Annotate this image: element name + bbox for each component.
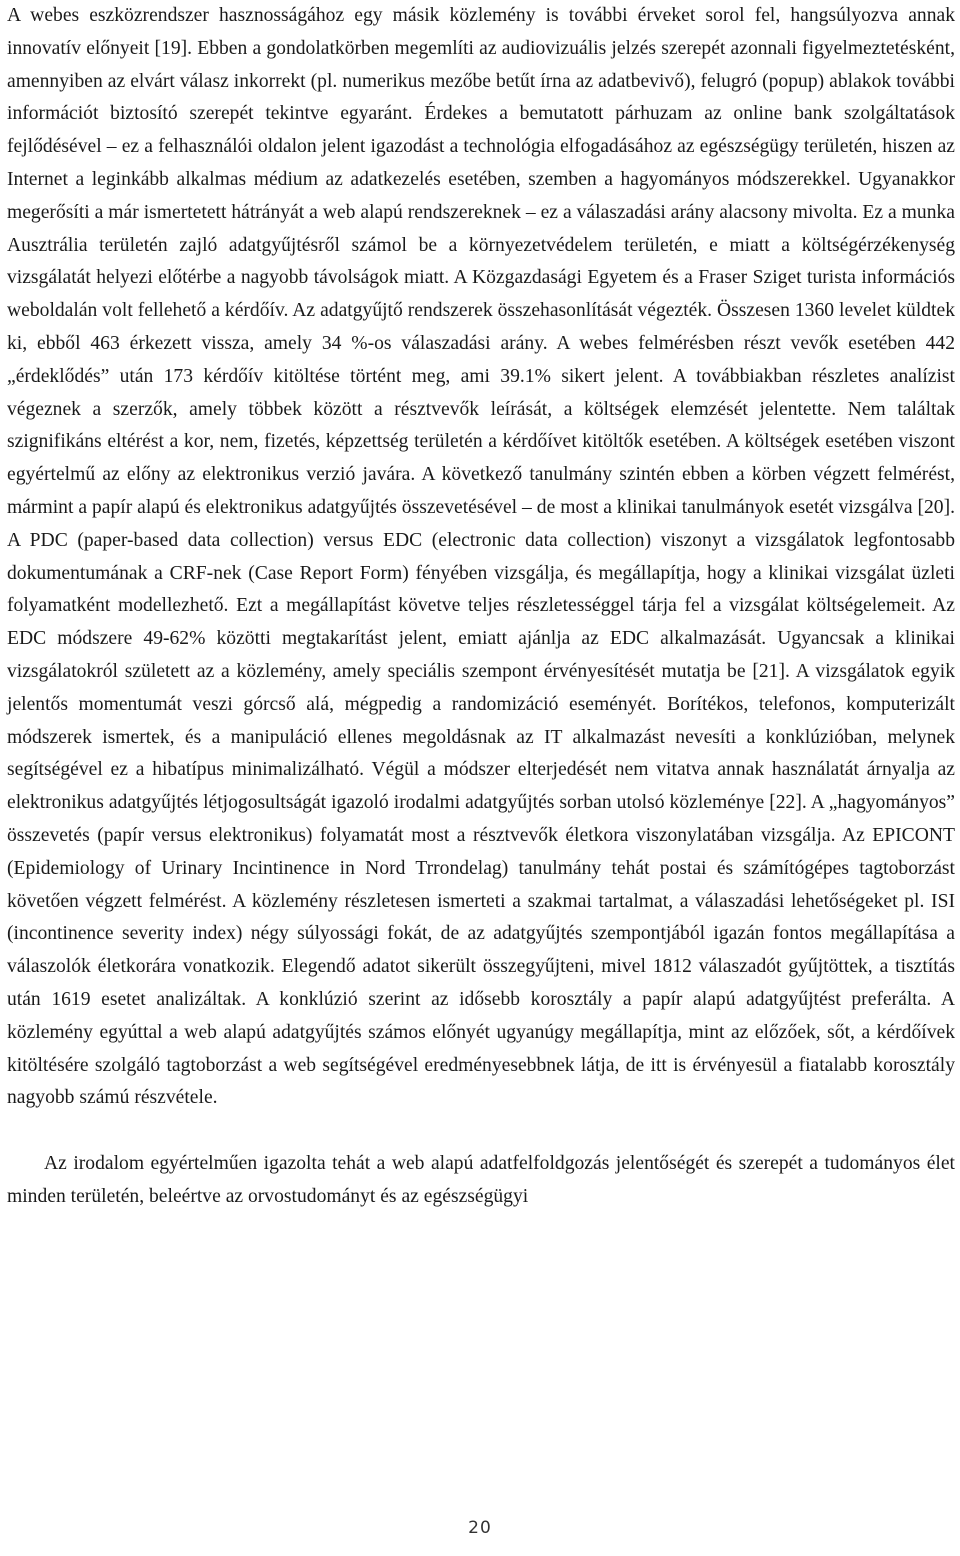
document-page xyxy=(7,0,955,1214)
page-number: 20 xyxy=(468,1518,492,1538)
body-paragraph: Az irodalom egyértelműen igazolta tehát a web alapú adatfelfoldgozás jelentőségét és szerepét a tudományos élet minden területén, beleértve az orvostudományt és az egészségügyi xyxy=(7,1153,955,1207)
body-paragraph: A webes eszközrendszer hasznosságához egy másik közlemény is további érveket sorol fel, hangsúlyozva annak innovatív előnyeit [19]. Ebben a gondolatkörben megemlíti az audiovizuális jelzés szerepét azonnali figyelmeztetésként, amennyiben az elvárt válasz inkorrekt (pl. numerikus mezőbe betűt írna az adatbevivő), felugró (popup) ablakok további információt biztosító szerepét tekintve egyaránt. Érdekes a bemutatott párhuzam az online bank szolgáltatások fejlődésével – ez a felhasználói oldalon jelent igazodást a technológia elfogadásához az egészségügy területén, hiszen az Internet a leginkább alkalmas médium az adatkezelés esetében, szemben a hagyományos módszerekkel. Ugyanakkor megerősíti a már ismertetett hátrányát a web alapú rendszereknek – ez a válaszadási arány alacsony mivolta. Ez a munka Ausztrália területén zajló adatgyűjtésről számol be a környezetvédelem területén, e miatt a költségérzékenység vizsgálatát helyezi előtérbe a nagyobb távolságok miatt. A Közgazdasági Egyetem és a Fraser Sziget turista információs weboldalán volt fellehető a kérdőív. Az adatgyűjtő rendszerek összehasonlítását végezték. Összesen 1360 levelet küldtek ki, ebből 463 érkezett vissza, amely 34 %-os válaszadási arány. A webes felmérésben részt vevők esetében 442 „érdeklődés” után 173 kérdőív kitöltése történt meg, ami 39.1% sikert jelent. A továbbiakban részletes analízist végeznek a szerzők, amely többek között a résztvevők leírását, a költségek elemzését jelentette. Nem találtak szignifikáns eltérést a kor, nem, fizetés, képzettség területén a kérdőívet kitöltők esetében. A költségek esetében viszont egyértelmű az előny az elektronikus verzió javára. A következő tanulmány szintén ebben a körben végzett felmérést, mármint a papír alapú és elektronikus adatgyűjtés összevetésével – de most a klinikai tanulmányok esetét vizsgálva [20]. A PDC (paper-based data collection) versus EDC (electronic data collection) viszonyt a vizsgálatok legfontosabb dokumentumának a CRF-nek (Case Report Form) fényében vizsgálja, és megállapítja, hogy a klinikai vizsgálat üzleti folyamatként modellezhető. Ezt a megállapítást követve teljes részletességgel tárja fel a vizsgálat költségelemeit. Az EDC módszere 49-62% közötti megtakarítást jelent, emiatt ajánlja az EDC alkalmazását. Ugyancsak a klinikai vizsgálatokról született az a közlemény, amely speciális szempont érvényesítését mutatja be [21]. A vizsgálatok egyik jelentős momentumát veszi górcső alá, mégpedig a randomizáció eseményét. Borítékos, telefonos, komputerizált módszerek ismertek, és a manipuláció ellenes megoldásnak az IT alkalmazást nevesíti a konklúzióban, melynek segítségével ez a hibatípus minimalizálható. Végül a módszer elterjedését nem vitatva annak használatát árnyalja az elektronikus adatgyűjtés létjogosultságát igazoló irodalmi adatgyűjtés sorban utolsó közleménye [22]. A „hagyományos” összevetés (papír versus elektronikus) folyamatát most a résztvevők életkora viszonylatában vizsgálja. Az EPICONT (Epidemiology of Urinary Incintinence in Nord Trrondelag) tanulmány tehát postai és számítógépes tagtoborzást követően végzett felmérést. A közlemény részletesen ismerteti a szakmai tartalmat, a válaszadási lehetőségeket pl. ISI (incontinence severity index) négy súlyossági fokát, de az adatgyűjtés szempontjából igazán fontos megállapítása a válaszolók életkorára vonatkozik. Elegendő adatot sikerült összegyűjteni, mivel 1812 válaszadót gyűjtöttek, a tisztítás után 1619 esetet analizáltak. A konklúzió szerint az idősebb korosztály a papír alapú adatgyűjtést preferálta. A közlemény egyúttal a web alapú adatgyűjtés számos előnyét ugyanúgy megállapítja, mint az előzőek, sőt, a kérdőívek kitöltésére szolgáló tagtoborzást a web segítségével eredményesebbnek látja, de itt is érvényesül a fiatalabb korosztály nagyobb számú részvétele. xyxy=(7,5,955,1109)
